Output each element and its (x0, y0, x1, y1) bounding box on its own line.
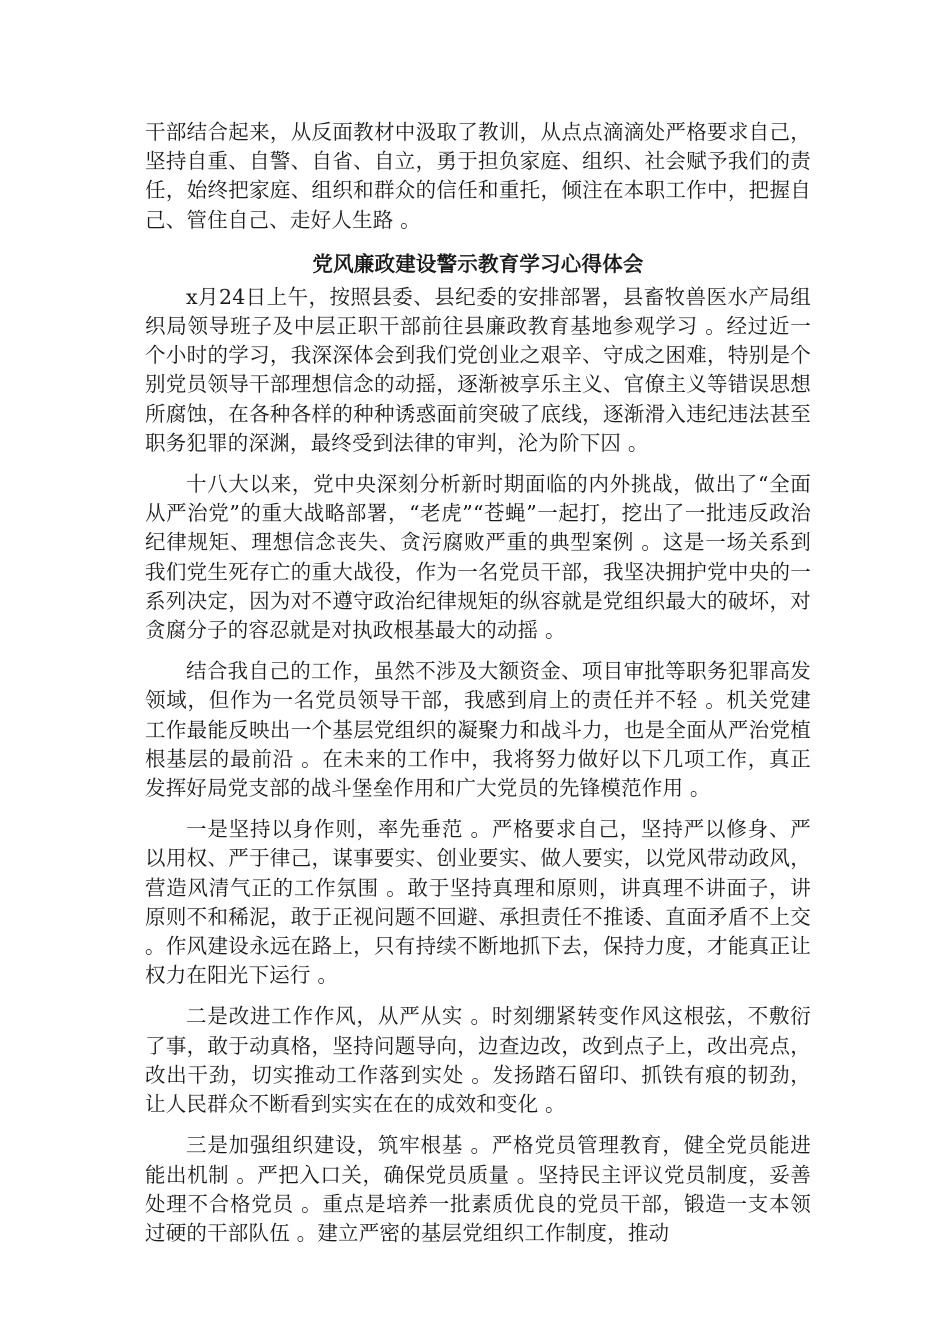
document-page (145, 118, 811, 1260)
body-paragraph-4: 一是坚持以身作则，率先垂范 。严格要求自己，坚持严以修身、严以用权、严于律己，谋事要实、创业要实、做人要实，以党风带动政风，营造风清气正的工作氛围 。敢于坚持真理和原则，讲真理不讲面子，讲原则不和稀泥，敢于正视问题不回避、承担责任不推诿、直面矛盾不上交 。作风建设永远在路上，只有持续不断地抓下去，保持力度，才能真正让权力在阳光下运行 。 (145, 817, 811, 988)
body-paragraph-5: 二是改进工作作风，从严从实 。时刻绷紧转变作风这根弦，不敷衍了事，敢于动真格，坚持问题导向，边查边改，改到点子上，改出亮点，改出干劲，切实推动工作落到实处 。发扬踏石留印、抓铁有痕的韧劲，让人民群众不断看到实实在在的成效和变化 。 (145, 1004, 811, 1117)
body-paragraph-1: x月24日上午，按照县委、县纪委的安排部署，县畜牧兽医水产局组织局领导班子及中层正职干部前往县廉政教育基地参观学习 。经过近一个小时的学习，我深深体会到我们党创业之艰辛、守成之困难，特别是个别党员领导干部理想信念的动摇，逐渐被享乐主义、官僚主义等错误思想所腐蚀，在各种各样的种种诱惑面前突破了底线，逐渐滑入违纪违法甚至职务犯罪的深渊，最终受到法律的审判，沦为阶下囚 。 (145, 284, 811, 455)
body-paragraph-6: 三是加强组织建设，筑牢根基 。严格党员管理教育，健全党员能进能出机制 。严把入口关，确保党员质量 。坚持民主评议党员制度，妥善处理不合格党员 。重点是培养一批素质优良的党员干部，锻造一支本领过硬的干部队伍 。建立严密的基层党组织工作制度，推动 (145, 1133, 811, 1245)
body-paragraph-3: 结合我自己的工作，虽然不涉及大额资金、项目审批等职务犯罪高发领域，但作为一名党员领导干部，我感到肩上的责任并不轻 。机关党建工作最能反映出一个基层党组织的凝聚力和战斗力，也是全面从严治党植根基层的最前沿 。在未来的工作中，我将努力做好以下几项工作，真正发挥好局党支部的战斗堡垒作用和广大党员的先锋模范作用 。 (145, 659, 811, 801)
intro-paragraph: 干部结合起来，从反面教材中汲取了教训，从点点滴滴处严格要求自己，坚持自重、自警、自省、自立，勇于担负家庭、组织、社会赋予我们的责任，始终把家庭、组织和群众的信任和重托，倾注在本职工作中，把握自己、管住自己、走好人生路 。 (145, 120, 811, 232)
body-paragraph-2: 十八大以来，党中央深刻分析新时期面临的内外挑战，做出了“全面从严治党”的重大战略部署，“老虎”“苍蝇”一起打，挖出了一批违反政治纪律规矩、理想信念丧失、贪污腐败严重的典型案例 。这是一场关系到我们党生死存亡的重大战役，作为一名党员干部，我坚决拥护党中央的一系列决定，因为对不遵守政治纪律规矩的纵容就是党组织最大的破坏，对贪腐分子的容忍就是对执政根基最大的动摇 。 (145, 472, 811, 643)
document-title: 党风廉政建设警示教育学习心得体会 (312, 251, 644, 276)
